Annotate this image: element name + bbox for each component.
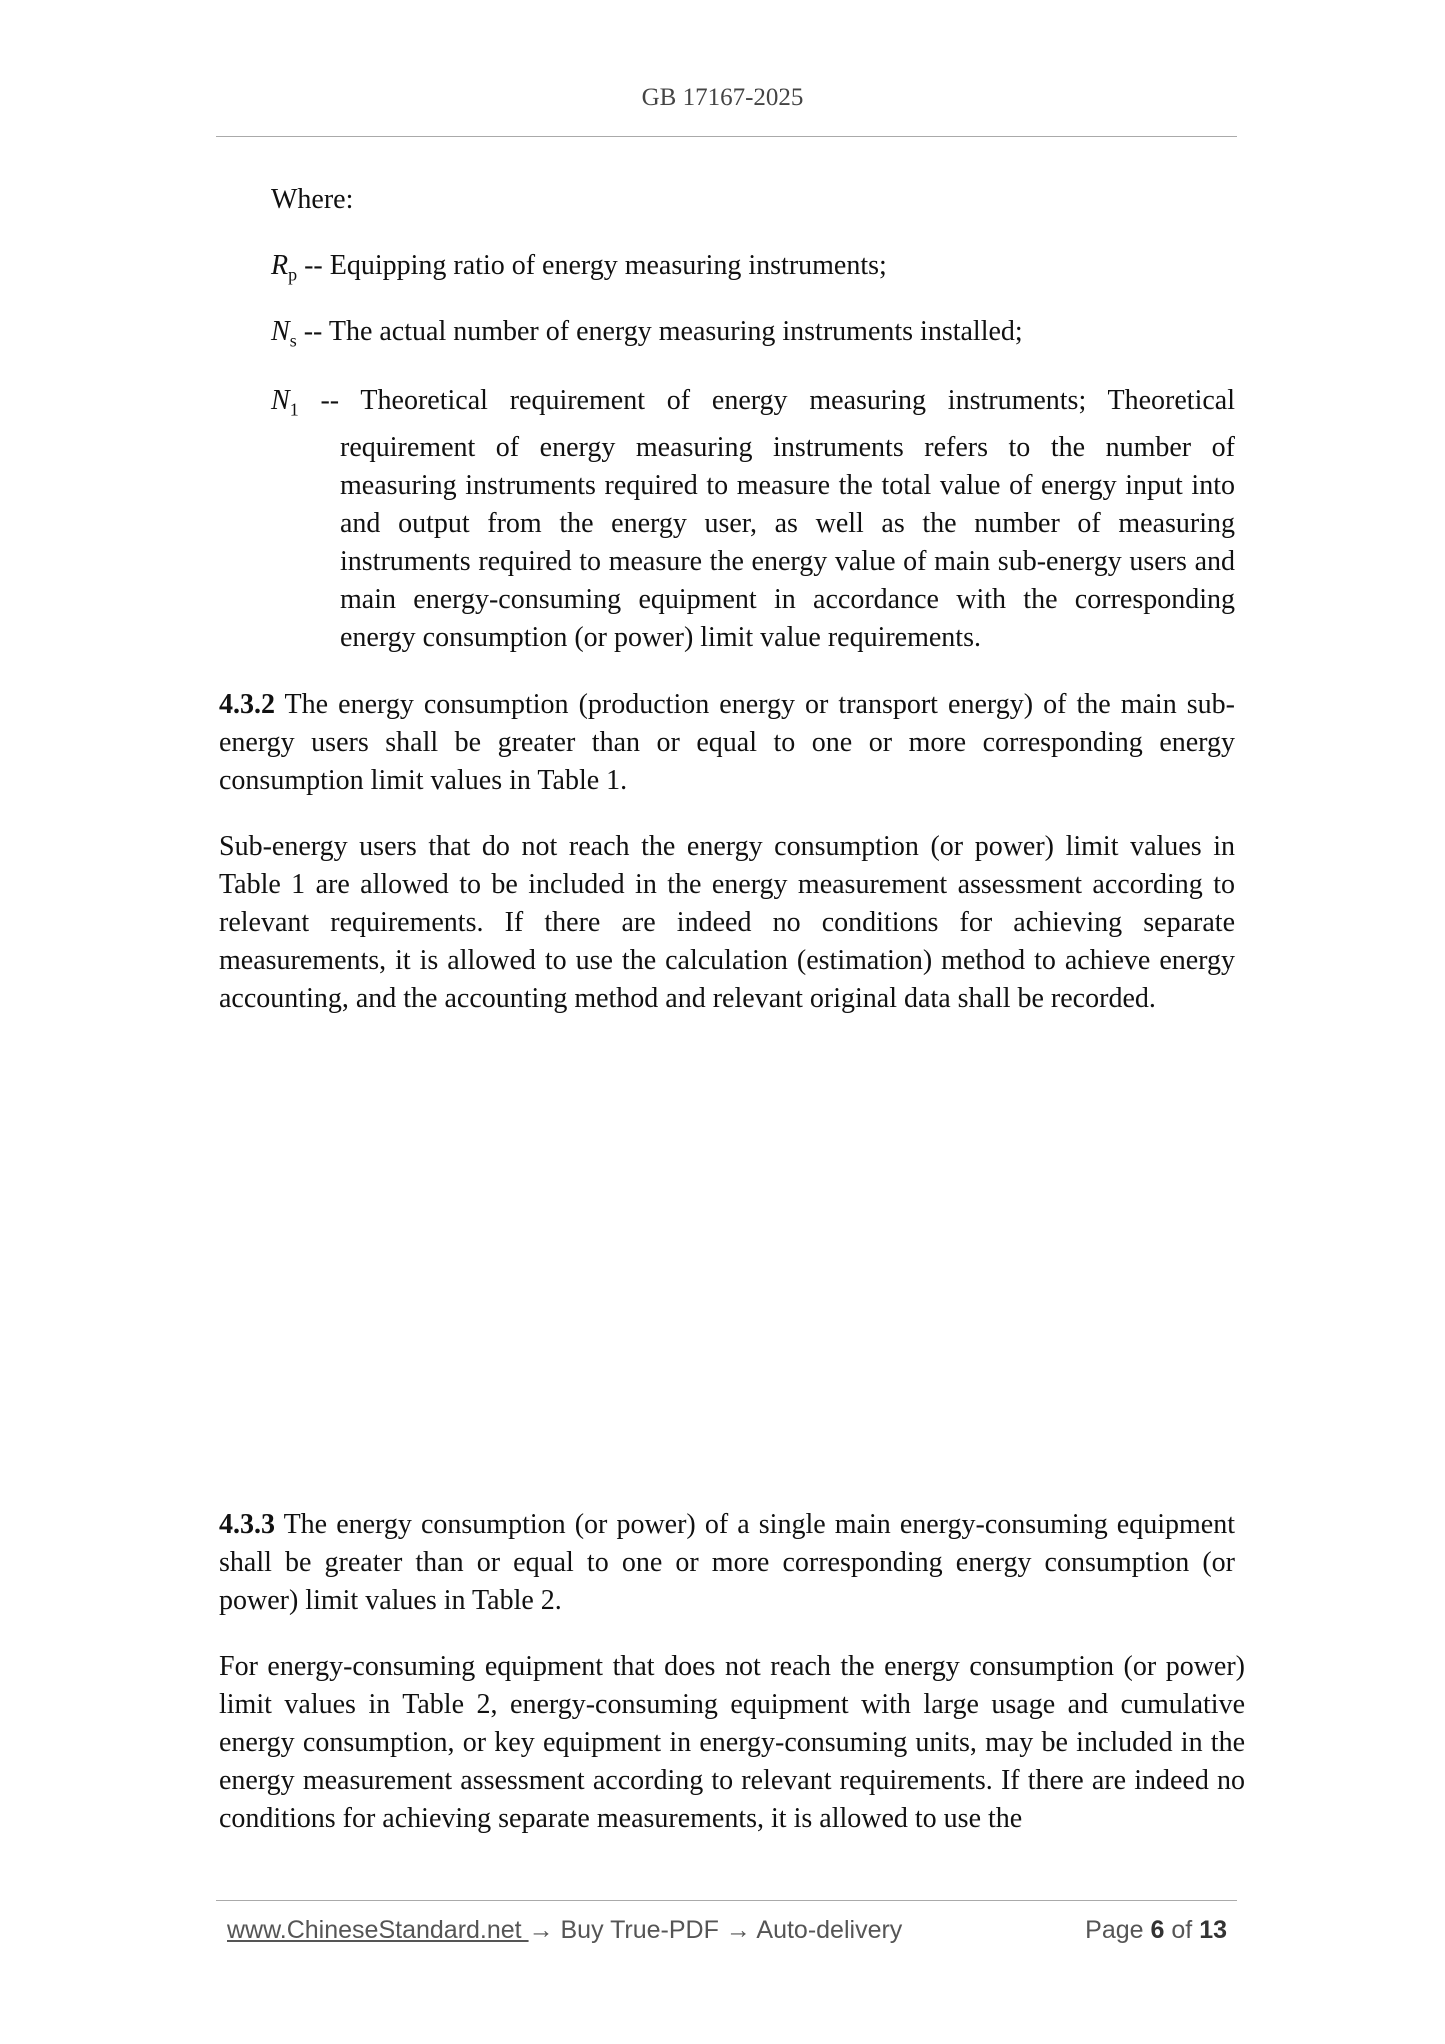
- clause-4-3-3: [219, 1506, 1235, 1620]
- symbol: $R_p$: [271, 250, 298, 285]
- symbol: $N_1$: [271, 385, 299, 420]
- auto-delivery-text: Auto-delivery: [750, 1916, 903, 1944]
- definition-ns: [271, 316, 1023, 352]
- clause-text: The energy consumption (production energy or transport energy) of the main sub-energy users shall be greater than or equal to one or more corresponding energy consumption limit values in Table 1.: [219, 689, 1235, 796]
- paragraph-equipment: For energy-consuming equipment that does not reach the energy consumption (or power) limit values in Table 2, energy-consuming equipment with large usage and cumulative energy consumption, or key equipment in energy-consuming units, may be included in the energy measurement assessment according to relevant requirements. If there are indeed no conditions for achieving separate measurements, it is allowed to use the: [219, 1651, 1245, 1834]
- page-indicator: Page 6 of 13: [1085, 1916, 1227, 1944]
- total-pages: 13: [1199, 1916, 1227, 1944]
- arrow-icon: →: [528, 1916, 554, 1944]
- where-label: Where:: [271, 184, 354, 215]
- footer-promo: [227, 1916, 902, 1945]
- page-footer: [227, 1916, 1227, 1952]
- definition-text: -- The actual number of energy measuring instruments installed;: [296, 316, 1023, 347]
- clause-number: 4.3.2: [219, 689, 275, 720]
- clause-text: The energy consumption (or power) of a single main energy-consuming equipment shall be greater than or equal to one or more corresponding energy consumption (or power) limit values in Table 2.: [219, 1509, 1235, 1616]
- buy-pdf-text: Buy True-PDF: [553, 1916, 726, 1944]
- definition-text: -- Theoretical requirement of energy measuring instruments; Theoretical: [298, 385, 1235, 416]
- clause-number: 4.3.3: [219, 1509, 275, 1540]
- definition-n1: [271, 382, 1235, 657]
- definition-rp: [271, 250, 887, 286]
- arrow-icon: →: [725, 1916, 751, 1944]
- footer-divider: [216, 1900, 1237, 1901]
- definition-continuation: requirement of energy measuring instruments refers to the number of measuring instruments required to measure the total value of energy input into and output from the energy user, as well as the number of measuring instruments required to measure the energy value of main sub-energy users and main energy-consuming equipment in accordance with the corresponding energy consumption (or power) limit value requirements.: [340, 431, 1235, 653]
- symbol: $N_s$: [271, 316, 297, 351]
- definition-text: -- Equipping ratio of energy measuring instruments;: [297, 250, 887, 281]
- page-header: GB 17167-2025: [641, 84, 804, 111]
- header-divider: [216, 136, 1237, 137]
- clause-4-3-2: [219, 686, 1235, 800]
- current-page: 6: [1150, 1916, 1165, 1944]
- site-link[interactable]: www.ChineseStandard.net: [227, 1916, 529, 1944]
- paragraph-sub-energy-users: Sub-energy users that do not reach the energy consumption (or power) limit values in Table 1 are allowed to be included in the energy measurement assessment according to relevant requirements. If there are indeed no conditions for achieving separate measurements, it is allowed to use the calculation (estimation) method to achieve energy accounting, and the accounting method and relevant original data shall be recorded.: [219, 831, 1235, 1014]
